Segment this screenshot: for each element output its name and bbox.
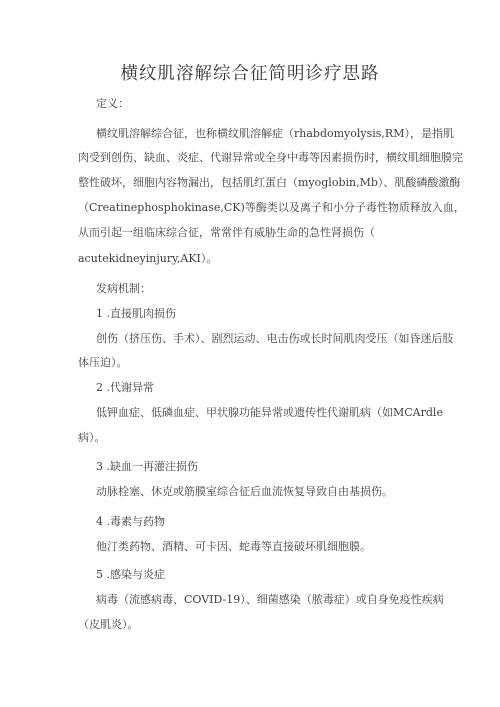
definition-line: 肉受到创伤、缺血、炎症、代谢异常或全身中毒等因素损伤时，横纹肌细胞膜完: [78, 151, 463, 164]
definition-line: 整性破坏，细胞内容物漏出，包括肌红蛋白（myoglobin,Mb）、肌酸磷酸激酶: [78, 176, 461, 189]
definition-label: 定义：: [96, 97, 129, 110]
section-line: （皮肌炎）。: [78, 618, 139, 631]
mechanism-label: 发病机制：: [96, 282, 151, 295]
definition-line: 从而引起一组临床综合征，常常伴有威胁生命的急性肾损伤（: [78, 226, 375, 239]
section-heading: 2 .代谢异常: [96, 381, 154, 394]
definition-line: （Creatinephosphokinase,CK)等酶类以及离子和小分子毒性物质释放入血，: [78, 201, 465, 214]
section-line: 低钾血症、低磷血症、甲状腺功能异常或遗传性代谢肌病（如MCArdle: [96, 406, 443, 419]
section-heading: 3 .缺血一再灌注损伤: [96, 460, 198, 473]
section-line: 体压迫）。: [78, 356, 128, 369]
section-line: 他汀类药物、酒精、可卡因、蛇毒等直接破坏肌细胞膜。: [96, 540, 371, 553]
document-title: 横纹肌溶解综合征简明诊疗思路: [120, 64, 380, 84]
definition-line: 横纹肌溶解综合征，也称横纹肌溶解症（rhabdomyolysis,RM），是指肌: [96, 127, 454, 140]
section-heading: 5 .感染与炎症: [96, 568, 165, 581]
section-heading: 4 .毒素与药物: [96, 515, 165, 528]
definition-line: acutekidneyinjury,AKI）。: [78, 252, 218, 265]
section-heading: 1 .直接肌肉损伤: [96, 307, 176, 320]
section-line: 创伤（挤压伤、手术）、剧烈运动、电击伤或长时间肌肉受压（如昏迷后肢: [96, 332, 454, 345]
section-line: 动脉栓塞、休克或筋膜室综合征后血流恢复导致自由基损伤。: [96, 485, 393, 498]
section-line: 病毒（流感病毒、COVID-19）、细菌感染（脓毒症）或自身免疫性疾病: [96, 593, 444, 606]
section-line: 病）。: [78, 431, 106, 444]
